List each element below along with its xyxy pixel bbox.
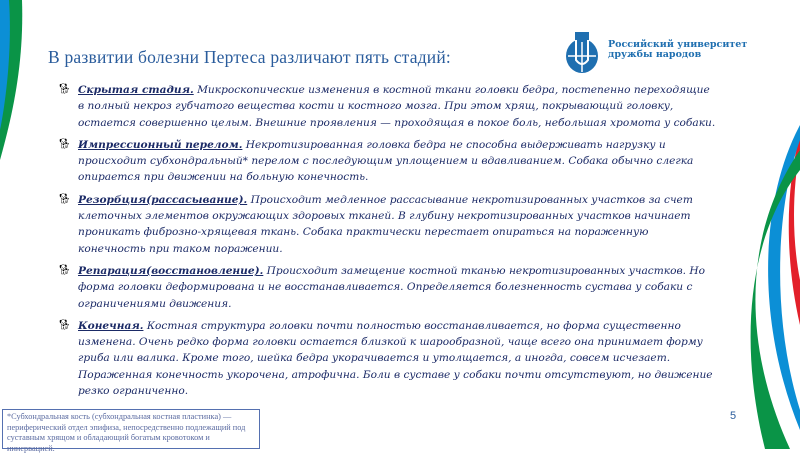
university-name xyxy=(608,40,747,60)
stage-item xyxy=(58,137,718,186)
stage-item xyxy=(58,263,718,312)
dog-bullet-icon: 🐕︎ xyxy=(58,319,71,331)
dog-bullet-icon: 🐕︎ xyxy=(58,138,71,150)
stage-title: Импрессионный перелом. xyxy=(78,138,243,151)
footnote-box: *Субхондральная кость (субхондральная костная пластинка) — периферический отдел эпифиза, непосредственно подлежащий под суставным хрящом и обладающий богатым кровотоком и иннервацией. xyxy=(2,409,260,449)
university-logo-icon xyxy=(562,30,602,76)
stage-item xyxy=(58,318,718,399)
stage-title: Репарация(восстановление). xyxy=(78,264,264,277)
stage-text: Микроскопические изменения в костной ткани головки бедра, постепенно переходящие в полный некроз губчатого вещества кости и костного мозга. При этом хрящ, покрывающий головку, остается совершенно целым. Внешние проявления — проходящая в покое боль, небольшая хромота у собаки. xyxy=(78,84,716,129)
page-number: 5 xyxy=(730,410,737,422)
stages-list xyxy=(58,82,718,405)
stage-item xyxy=(58,82,718,131)
stage-title: Скрытая стадия. xyxy=(78,84,194,96)
dog-bullet-icon: 🐕︎ xyxy=(58,264,71,276)
stage-text: Некротизированная головка бедра не способна выдерживать нагрузку и происходит субхондральный* перелом с последующим уплощением и вдавливанием. Собака обычно слегка опирается при движении на больную конечность. xyxy=(78,138,694,184)
dog-bullet-icon: 🐕︎ xyxy=(58,193,71,205)
university-name-line2: дружбы народов xyxy=(608,49,702,60)
stage-text: Происходит замещение костной тканью некротизированных участков. Но форма головки деформирована и не восстанавливается. Определяется болезненность сустава у собаки с ограничениями движения. xyxy=(78,264,705,310)
stage-item xyxy=(58,192,718,257)
slide-title: В развитии болезни Пертеса различают пять стадий: xyxy=(48,47,451,67)
stage-text: Происходит медленное рассасывание некротизированных участков за счет клеточных элементов окружающих здоровых тканей. В глубину некротизированных участков начинает проникать фиброзно-хрящевая ткань. Собака практически перестает опираться на пораженную конечность при таком поражении. xyxy=(78,193,693,255)
stage-text: Костная структура головки почти полностью восстанавливается, но форма существенно изменена. Очень редко форма головки остается близкой к шарообразной, чаще всего она принимает форму гриба или валика. Кроме того, шейка бедра укорачивается и утолщается, а иногда, совсем исчезает. Пораженная конечность укорочена, атрофична. Боли в суставе у собаки почти отсутствуют, но движение резко ограниченно. xyxy=(78,319,713,398)
dog-bullet-icon: 🐕︎ xyxy=(58,84,71,95)
stage-title: Конечная. xyxy=(78,319,144,332)
stage-title: Резорбция(рассасывание). xyxy=(78,193,248,206)
university-name-line1: Российский университет xyxy=(608,39,748,50)
